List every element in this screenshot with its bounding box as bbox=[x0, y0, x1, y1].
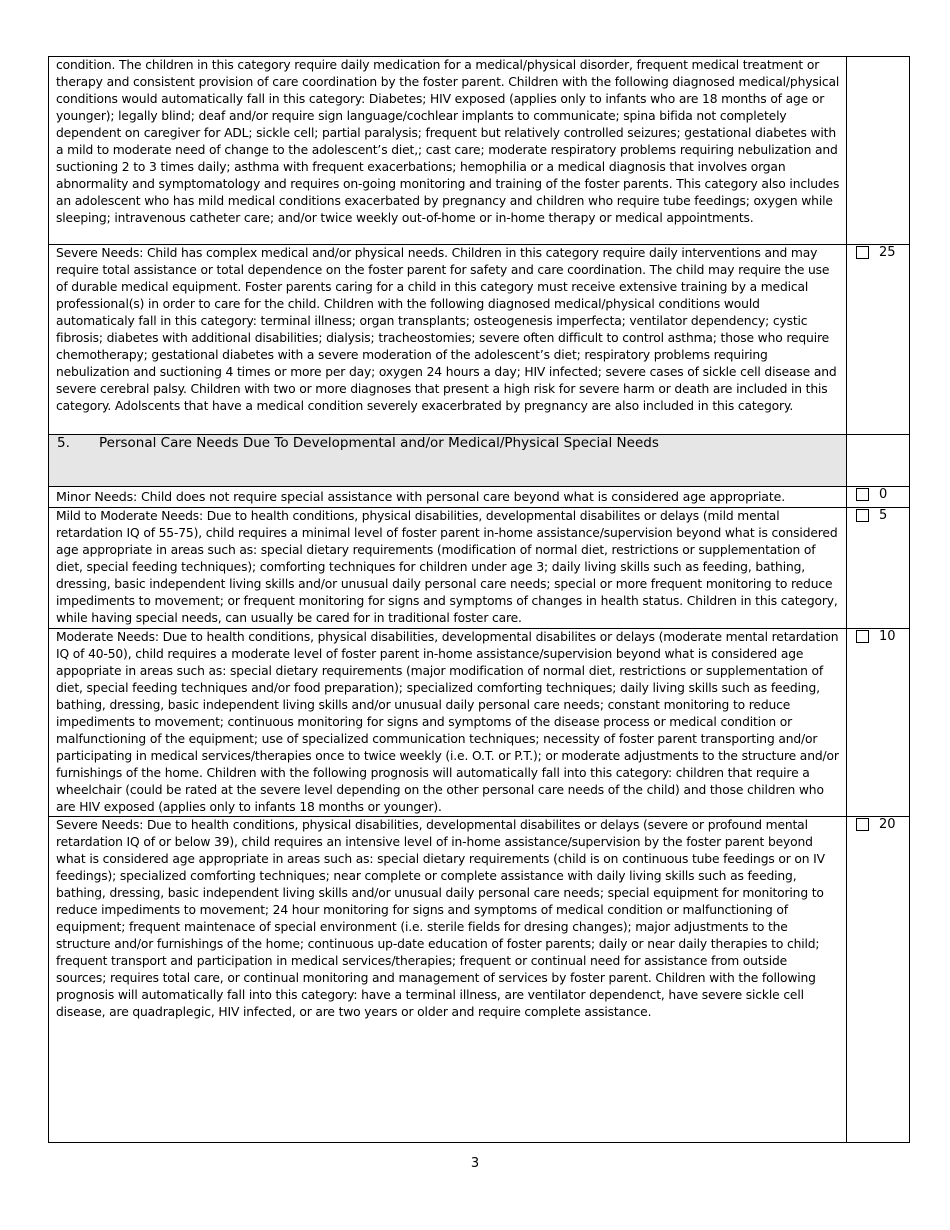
score-value: 5 bbox=[879, 508, 888, 523]
moderate-needs-checkbox[interactable] bbox=[856, 630, 869, 643]
mild-moderate-needs-checkbox[interactable] bbox=[856, 509, 869, 522]
row-text: Moderate Needs: Due to health conditions, physical disabilities, developmental disabilites or delays (moderate mental retardation IQ of 40-50), child requires a moderate level of foster parent in-home assistance/supervision beyond what is considered age appopriate in areas such as: special dietary requirements (major modification of normal diet, restrictions or supplementation of diet, special feeding techniques and/or food preparation); specialized comforting techniques; daily living skills such as feeding, bathing, dressing, basic independent living skills and/or unusual daily personal care needs; constant monitoring to reduce impediments to movement; continuous monitoring for signs and symptoms of the disease process or medical condition or malfunctioning of the equipment; use of specialized communication techniques; necessity of foster parent transporting and/or participating in medical services/therapies once to twice weekly (i.e. O.T. or P.T.); or moderate adjustments to the structure and/or furnishings of the home. Children with the following prognosis will automatically fall into this category: children that require a wheelchair (could be rated at the severe level depending on the other personal care needs of the child) and those children who are HIV exposed (applies only to infants 18 months or younger). bbox=[56, 630, 839, 814]
table-row bbox=[49, 817, 910, 1143]
score-value: 10 bbox=[879, 629, 896, 644]
score-cell bbox=[847, 817, 910, 1143]
score-value: 0 bbox=[879, 487, 888, 502]
score-cell bbox=[847, 435, 910, 487]
row-text: Severe Needs: Child has complex medical and/or physical needs. Children in this category require daily interventions and may require total assistance or total dependence on the foster parent for safety and care coordination. The child may require the use of durable medical equipment. Foster parents caring for a child in this category must receive extensive training by a medical professional(s) in order to care for the child. Children with the following diagnosed medical/physical conditions would automaticaly fall in this category: terminal illness; organ transplants; osteogenesis imperfecta; ventilator dependency; cystic fibrosis; diabetes with additional disabilities; dialysis; tracheostomies; severe often difficult to control asthma; those who require chemotherapy; gestational diabetes with a severe moderation of the adolescent’s diet; respiratory problems requiring nebulization and suctioning 4 times or more per day; oxygen 24 hours a day; HIV infected; severe cases of sickle cell disease and severe cerebral palsy. Children with two or more diagnoses that present a high risk for severe harm or death are included in this category. Adolscents that have a medical condition severely exacerbrated by pregnancy are also included in this category. bbox=[56, 246, 837, 413]
minor-needs-checkbox[interactable] bbox=[856, 488, 869, 501]
needs-assessment-table bbox=[48, 56, 910, 1143]
description-cell bbox=[49, 817, 847, 1143]
section-title: Personal Care Needs Due To Developmental and/or Medical/Physical Special Needs bbox=[99, 435, 659, 451]
table-row bbox=[49, 487, 910, 508]
severe-personal-care-checkbox[interactable] bbox=[856, 818, 869, 831]
score-cell bbox=[847, 487, 910, 508]
description-cell bbox=[49, 245, 847, 435]
row-text: condition. The children in this category require daily medication for a medical/physical disorder, frequent medical treatment or therapy and consistent provision of care coordination by the foster parent. Children with the following diagnosed medical/physical conditions would automatically fall in this category: Diabetes; HIV exposed (applies only to infants who are 18 months of age or younger); legally blind; deaf and/or require sign language/cochlear implants to communicate; spina bifida not completely dependent on caregiver for ADL; sickle cell; partial paralysis; frequent but relatively controlled seizures; gestational diabetes with a mild to moderate need of change to the adolescent’s diet,; cast care; moderate respiratory problems requiring nebulization and suctioning 2 to 3 times daily; asthma with frequent exacerbations; hemophilia or a medical diagnosis that involves organ abnormality and symptomatology and requires on-going monitoring and training of the foster parents. This category also includes an adolescent who has mild medical conditions exacerbated by pregnancy and children who require tube feedings; oxygen while sleeping; intravenous catheter care; and/or twice weekly out-of-home or in-home therapy or medical appointments. bbox=[56, 58, 840, 225]
description-cell bbox=[49, 57, 847, 245]
score-value: 20 bbox=[879, 817, 896, 832]
score-cell bbox=[847, 57, 910, 245]
row-text: Severe Needs: Due to health conditions, physical disabilities, developmental disabilites or delays (severe or profound mental retardation IQ of or below 39), child requires an intensive level of in-home assistance/supervision by the foster parent beyond what is considered age appropriate in areas such as: special dietary requirements (child is on continuous tube feedings or on IV feedings); specialized comforting techniques; near complete or complete assistance with daily living skills such as feeding, bathing, dressing, basic independent living skills and/or unusual daily personal care needs; special equipment for monitoring to reduce impediments to movement; 24 hour monitoring for signs and symptoms of medical condition or malfunctioning of equipment; frequent maintenace of special environment (i.e. sterile fields for dresing changes); major adjustments to the structure and/or furnishings of the home; continuous up-date education of foster parents; daily or near daily therapies to child; frequent transport and participation in medical services/therapies; frequent or continual need for assistance from outside sources; requires total care, or continual monitoring and management of services by foster parent. Children with the following prognosis will automatically fall into this category: have a terminal illness, are ventilator dependenct, have severe sickle cell disease, are quadraplegic, HIV infected, or are two years or older and require complete assistance. bbox=[56, 818, 825, 1019]
score-cell bbox=[847, 508, 910, 629]
section-header-cell bbox=[49, 435, 847, 487]
section-number: 5. bbox=[57, 435, 70, 451]
page-number: 3 bbox=[470, 1156, 480, 1171]
description-cell bbox=[49, 487, 847, 508]
table-row bbox=[49, 508, 910, 629]
score-cell bbox=[847, 245, 910, 435]
description-cell bbox=[49, 508, 847, 629]
table-row bbox=[49, 57, 910, 245]
table-row bbox=[49, 245, 910, 435]
section-header-row bbox=[49, 435, 910, 487]
table-row bbox=[49, 629, 910, 817]
severe-medical-checkbox[interactable] bbox=[856, 246, 869, 259]
row-text: Minor Needs: Child does not require special assistance with personal care beyond what is considered age appropriate. bbox=[56, 489, 786, 504]
score-cell bbox=[847, 629, 910, 817]
score-value: 25 bbox=[879, 245, 896, 260]
description-cell bbox=[49, 629, 847, 817]
row-text: Mild to Moderate Needs: Due to health conditions, physical disabilities, developmental disabilites or delays (mild mental retardation IQ of 55-75), child requires a minimal level of foster parent in-home assistance/supervision beyond what is considered age appropriate in areas such as: special dietary requirements (modification of normal diet, restrictions or supplementation of diet, special feeding techniques); comforting techniques for children under age 3; daily living skills such as feeding, bathing, dressing, basic independent living skills and/or unusual daily personal care needs; special or more frequent monitoring to reduce impediments to movement; or frequent monitoring for signs and symptoms of changes in health status. Children in this category, while having special needs, can usually be cared for in traditional foster care. bbox=[56, 509, 838, 625]
